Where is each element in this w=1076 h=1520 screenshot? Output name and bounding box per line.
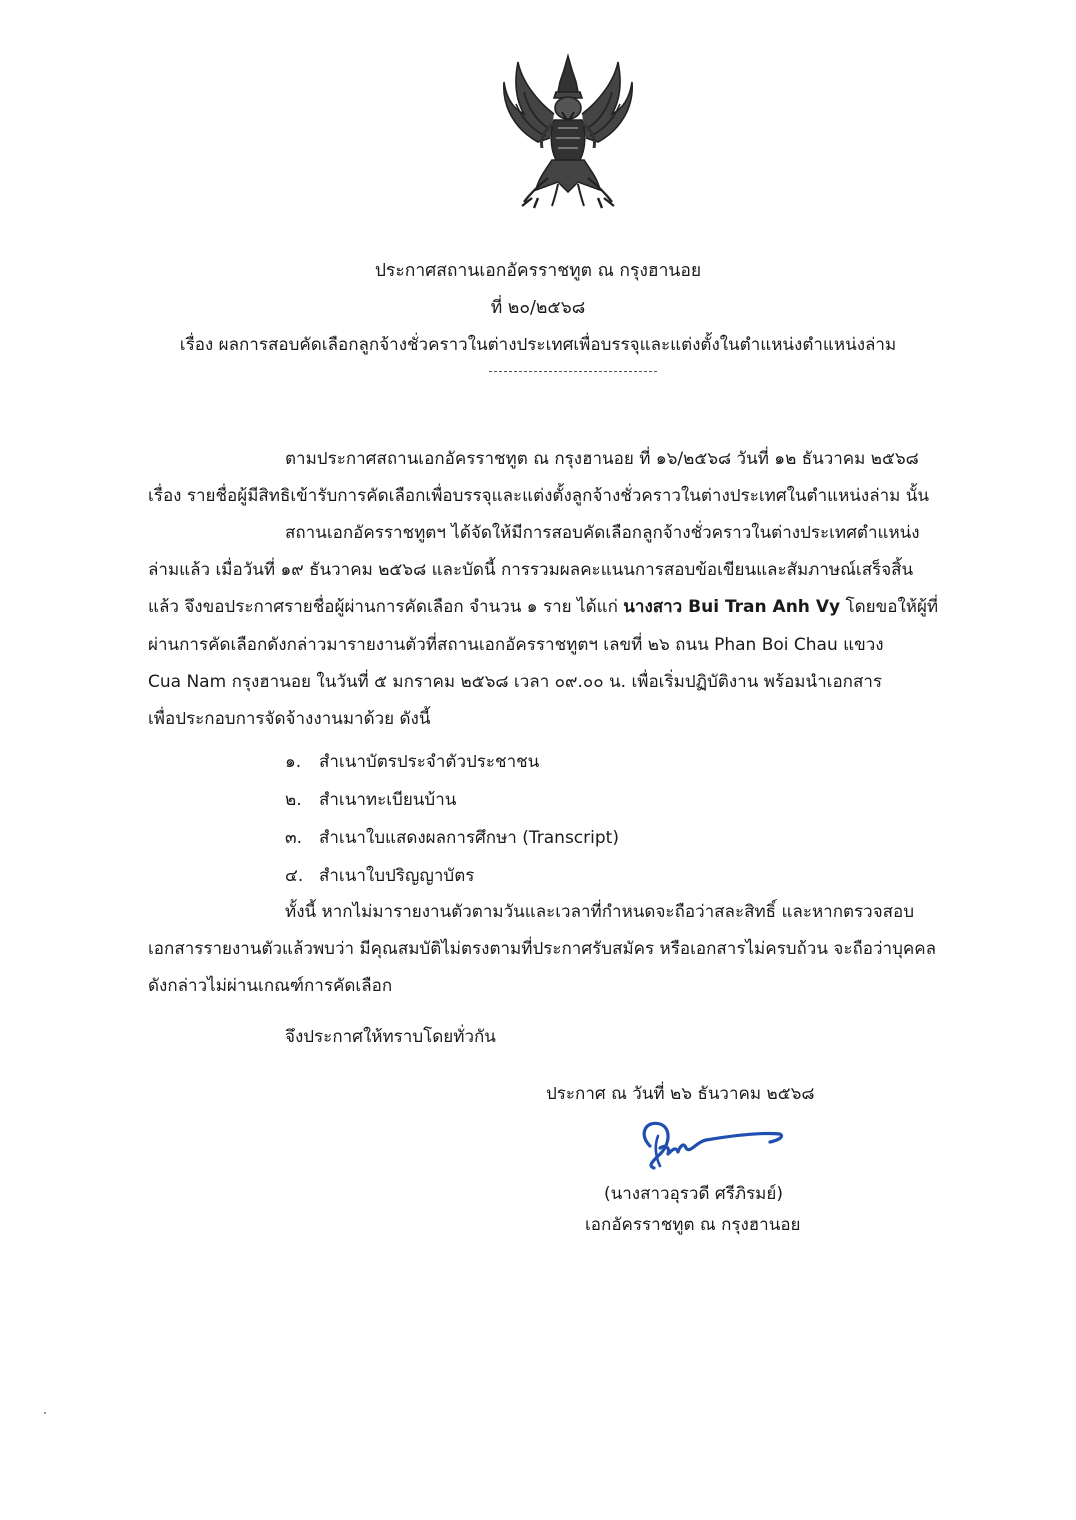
paragraph-2-line-2: ล่ามแล้ว เมื่อวันที่ ๑๙ ธันวาคม ๒๕๖๘ และบัดนี้ การรวมผลคะแนนการสอบข้อเขียนและสัมภาษณ์เสร็จสิ้น	[148, 560, 914, 580]
paragraph-2-line-4: ผ่านการคัดเลือกดังกล่าวมารายงานตัวที่สถานเอกอัครราชทูตฯ เลขที่ ๒๖ ถนน Phan Boi Chau แขวง	[148, 635, 884, 655]
header-separator	[489, 371, 657, 372]
selected-candidate-name: นางสาว Bui Tran Anh Vy	[623, 597, 841, 617]
list-item-text: สำเนาใบแสดงผลการศึกษา (Transcript)	[319, 828, 619, 848]
announcement-subject: เรื่อง ผลการสอบคัดเลือกลูกจ้างชั่วคราวในต่างประเทศเพื่อบรรจุและแต่งตั้งในตำแหน่งตำแหน่งล่าม	[179, 335, 897, 355]
paragraph-1-line-2: เรื่อง รายชื่อผู้มีสิทธิเข้ารับการคัดเลือกเพื่อบรรจุและแต่งตั้งลูกจ้างชั่วคราวในต่างประเทศในตำแหน่งล่าม นั้น	[148, 486, 930, 506]
announcement-date: ประกาศ ณ วันที่ ๒๖ ธันวาคม ๒๕๖๘	[546, 1084, 815, 1104]
paragraph-1-line-1: ตามประกาศสถานเอกอัครราชทูต ณ กรุงฮานอย ที่ ๑๖/๒๕๖๘ วันที่ ๑๒ ธันวาคม ๒๕๖๘	[285, 449, 919, 469]
announcement-number: ที่ ๒๐/๒๕๖๘	[490, 298, 586, 318]
closing-statement: จึงประกาศให้ทราบโดยทั่วกัน	[285, 1027, 496, 1047]
list-item	[285, 862, 474, 889]
garuda-emblem-icon	[498, 52, 638, 212]
signer-name: (นางสาวอุรวดี ศรีภิรมย์)	[604, 1184, 783, 1204]
list-item-number: ๑.	[285, 752, 302, 772]
paragraph-2-line-6: เพื่อประกอบการจัดจ้างงานมาด้วย ดังนี้	[148, 709, 431, 729]
list-item-number: ๓.	[285, 828, 303, 848]
paragraph-3-line-2: เอกสารรายงานตัวแล้วพบว่า มีคุณสมบัติไม่ตรงตามที่ประกาศรับสมัคร หรือเอกสารไม่ครบถ้วน จะถือว่าบุคคล	[148, 939, 937, 959]
paragraph-3-line-1: ทั้งนี้ หากไม่มารายงานตัวตามวันและเวลาที่กำหนดจะถือว่าสละสิทธิ์ และหากตรวจสอบ	[285, 902, 915, 922]
list-item	[285, 748, 539, 775]
signer-position: เอกอัครราชทูต ณ กรุงฮานอย	[585, 1215, 801, 1235]
list-item	[285, 786, 456, 813]
scan-speck	[44, 1412, 46, 1414]
paragraph-2-line-1: สถานเอกอัครราชทูตฯ ได้จัดให้มีการสอบคัดเลือกลูกจ้างชั่วคราวในต่างประเทศตำแหน่ง	[285, 523, 920, 543]
signature-icon	[620, 1112, 790, 1178]
paragraph-2-line-3	[148, 595, 938, 619]
announcement-title: ประกาศสถานเอกอัครราชทูต ณ กรุงฮานอย	[374, 261, 702, 281]
list-item-text: สำเนาบัตรประจำตัวประชาชน	[319, 752, 540, 772]
list-item	[285, 824, 619, 851]
paragraph-2-line-3-text-b: โดยขอให้ผู้ที่	[840, 597, 939, 617]
paragraph-2-line-3-text-a: แล้ว จึงขอประกาศรายชื่อผู้ผ่านการคัดเลือก จำนวน ๑ ราย ได้แก่	[148, 597, 624, 617]
paragraph-3-line-3: ดังกล่าวไม่ผ่านเกณฑ์การคัดเลือก	[148, 976, 393, 996]
list-item-number: ๔.	[285, 866, 304, 886]
list-item-text: สำเนาใบปริญญาบัตร	[319, 866, 475, 886]
list-item-number: ๒.	[285, 790, 302, 810]
paragraph-2-line-5: Cua Nam กรุงฮานอย ในวันที่ ๕ มกราคม ๒๕๖๘ เวลา ๐๙.๐๐ น. เพื่อเริ่มปฏิบัติงาน พร้อมนำเอกสาร	[148, 672, 883, 692]
list-item-text: สำเนาทะเบียนบ้าน	[319, 790, 457, 810]
